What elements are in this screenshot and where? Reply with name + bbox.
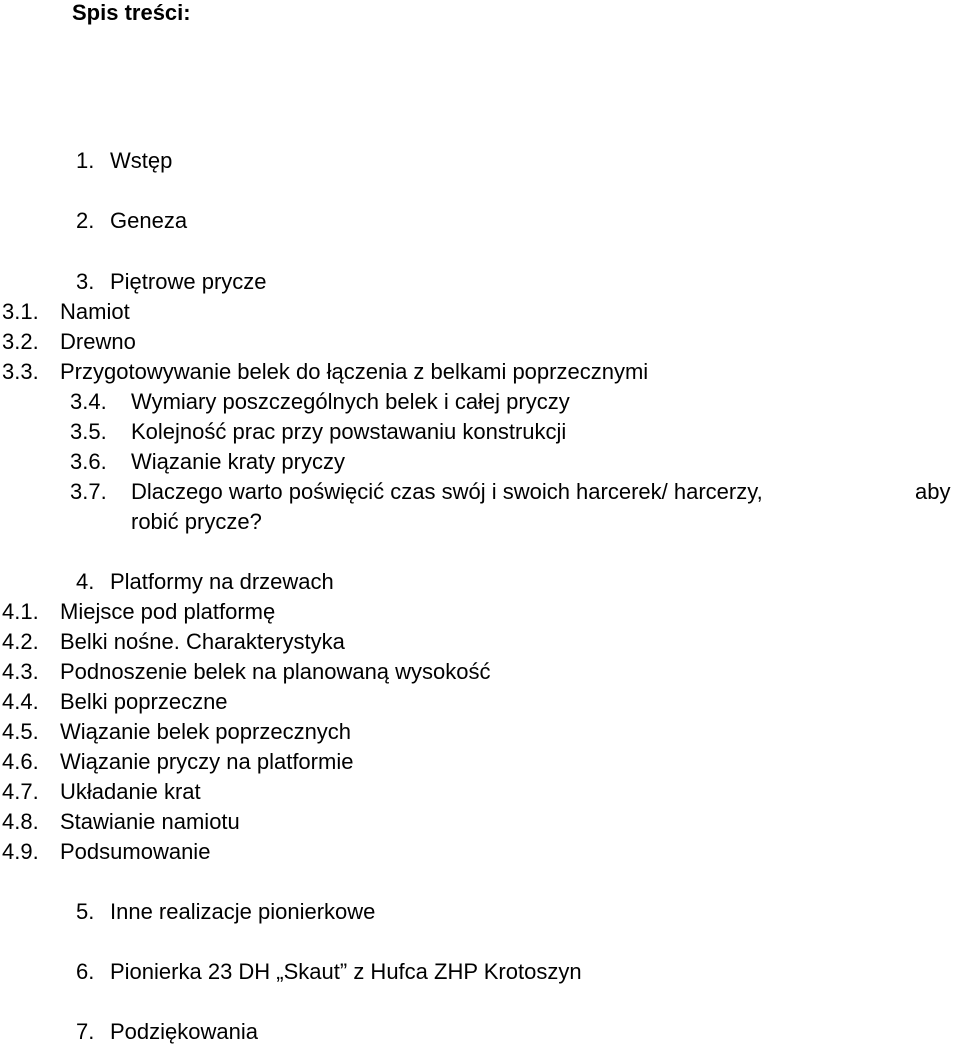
toc-number: 3.1.: [2, 299, 39, 324]
toc-label: Wiązanie belek poprzecznych: [60, 719, 352, 744]
toc-label-continuation: robić prycze?: [131, 509, 262, 534]
toc-number: 3.4.: [70, 389, 107, 414]
toc-label: Stawianie namiotu: [60, 809, 240, 834]
toc-label: Belki poprzeczne: [60, 689, 228, 714]
toc-label: Miejsce pod platformę: [60, 599, 276, 624]
toc-number: 3.7.: [70, 479, 107, 504]
page-title: Spis treści:: [72, 0, 191, 25]
toc-label: Namiot: [60, 299, 130, 324]
toc-number: 3.3.: [2, 359, 39, 384]
toc-label: Przygotowywanie belek do łączenia z belkami poprzecznymi: [60, 359, 649, 384]
toc-label-end: aby: [915, 479, 951, 504]
toc-number: 5.: [76, 899, 95, 924]
toc-label: Podsumowanie: [60, 839, 211, 864]
toc-number: 2.: [76, 208, 95, 233]
toc-number: 4.4.: [2, 689, 39, 714]
toc-label: Platformy na drzewach: [110, 569, 334, 594]
toc-label: Piętrowe prycze: [110, 269, 267, 294]
toc-number: 4.9.: [2, 839, 39, 864]
toc-label: Belki nośne. Charakterystyka: [60, 629, 345, 654]
toc-label: Podziękowania: [110, 1019, 258, 1044]
toc-label: Podnoszenie belek na planowaną wysokość: [60, 659, 491, 684]
toc-label: Inne realizacje pionierkowe: [110, 899, 376, 924]
toc-number: 6.: [76, 959, 95, 984]
toc-label: Wymiary poszczególnych belek i całej pryczy: [131, 389, 570, 414]
toc-number: 3.6.: [70, 449, 107, 474]
toc-number: 1.: [76, 148, 95, 173]
toc-number: 4.5.: [2, 719, 39, 744]
toc-number: 4.3.: [2, 659, 39, 684]
toc-number: 4.: [76, 569, 95, 594]
toc-label: Wiązanie kraty pryczy: [131, 449, 345, 474]
toc-label: Kolejność prac przy powstawaniu konstrukcji: [131, 419, 567, 444]
toc-label: Wstęp: [110, 148, 173, 173]
toc-label: Wiązanie pryczy na platformie: [60, 749, 354, 774]
toc-label: Geneza: [110, 208, 188, 233]
toc-number: 3.: [76, 269, 95, 294]
toc-label: Dlaczego warto poświęcić czas swój i swoich harcerek/ harcerzy,: [131, 479, 763, 504]
toc-label: Drewno: [60, 329, 136, 354]
toc-number: 4.2.: [2, 629, 39, 654]
toc-number: 4.1.: [2, 599, 39, 624]
toc-number: 3.2.: [2, 329, 39, 354]
toc-label: Układanie krat: [60, 779, 201, 804]
toc-number: 3.5.: [70, 419, 107, 444]
toc-number: 7.: [76, 1019, 95, 1044]
toc-number: 4.8.: [2, 809, 39, 834]
toc-label: Pionierka 23 DH „Skaut” z Hufca ZHP Krotoszyn: [110, 959, 582, 984]
toc-number: 4.7.: [2, 779, 39, 804]
toc-number: 4.6.: [2, 749, 39, 774]
